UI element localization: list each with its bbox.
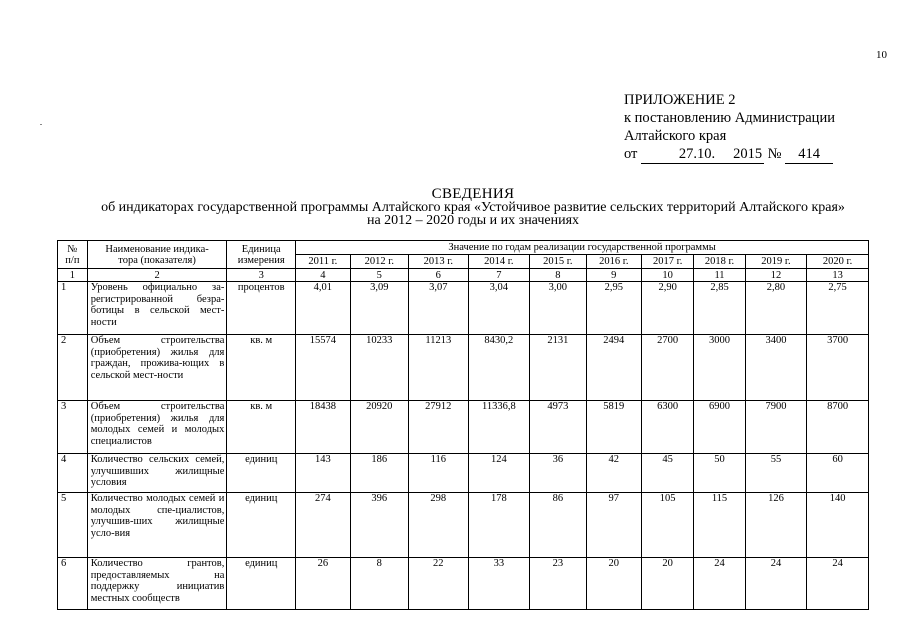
header-values: Значение по годам реализации государственной программы xyxy=(296,241,869,255)
heading-title: СВЕДЕНИЯ xyxy=(431,186,515,202)
unit-cell: единиц xyxy=(227,558,296,610)
value-cell: 396 xyxy=(350,493,409,558)
table-row xyxy=(58,558,869,610)
value-cell: 18438 xyxy=(296,401,350,454)
row-number: 4 xyxy=(58,454,88,493)
value-cell: 3700 xyxy=(807,335,869,401)
value-cell: 3,00 xyxy=(530,282,586,335)
header-year: 2012 г. xyxy=(350,255,409,269)
document-number: 414 xyxy=(785,145,833,164)
value-cell: 2,75 xyxy=(807,282,869,335)
value-cell: 178 xyxy=(468,493,530,558)
value-cell: 22 xyxy=(409,558,469,610)
value-cell: 3000 xyxy=(694,335,745,401)
value-cell: 2494 xyxy=(586,335,641,401)
value-cell: 36 xyxy=(530,454,586,493)
header-year: 2020 г. xyxy=(807,255,869,269)
value-cell: 2700 xyxy=(642,335,694,401)
value-cell: 15574 xyxy=(296,335,350,401)
value-cell: 5819 xyxy=(586,401,641,454)
value-cell: 8700 xyxy=(807,401,869,454)
value-cell: 2,90 xyxy=(642,282,694,335)
header-year: 2016 г. xyxy=(586,255,641,269)
column-number: 1 xyxy=(58,269,88,282)
value-cell: 140 xyxy=(807,493,869,558)
column-number: 10 xyxy=(642,269,694,282)
value-cell: 115 xyxy=(694,493,745,558)
value-cell: 126 xyxy=(745,493,807,558)
appendix-block xyxy=(624,91,835,164)
heading-subtitle-2: на 2012 – 2020 годы и их значениях xyxy=(366,213,580,228)
table-row xyxy=(58,401,869,454)
table-row xyxy=(58,493,869,558)
number-sign: № xyxy=(767,146,782,162)
value-cell: 274 xyxy=(296,493,350,558)
value-cell: 23 xyxy=(530,558,586,610)
document-heading xyxy=(50,188,896,227)
unit-cell: процентов xyxy=(227,282,296,335)
value-cell: 20 xyxy=(642,558,694,610)
row-number: 5 xyxy=(58,493,88,558)
date-day: 27.10. 2015 xyxy=(641,145,764,164)
row-number: 2 xyxy=(58,335,88,401)
column-number: 6 xyxy=(409,269,469,282)
value-cell: 3400 xyxy=(745,335,807,401)
header-unit: Единица измерения xyxy=(227,241,296,269)
value-cell: 124 xyxy=(468,454,530,493)
value-cell: 50 xyxy=(694,454,745,493)
unit-cell: кв. м xyxy=(227,401,296,454)
header-year: 2013 г. xyxy=(409,255,469,269)
value-cell: 3,07 xyxy=(409,282,469,335)
table-row xyxy=(58,454,869,493)
scan-speck xyxy=(40,124,42,125)
column-number: 12 xyxy=(745,269,807,282)
header-year: 2011 г. xyxy=(296,255,350,269)
unit-cell: единиц xyxy=(227,454,296,493)
header-year: 2018 г. xyxy=(694,255,745,269)
appendix-date-line xyxy=(624,145,835,164)
value-cell: 27912 xyxy=(409,401,469,454)
appendix-line-2: к постановлению Администрации xyxy=(624,110,835,126)
value-cell: 24 xyxy=(745,558,807,610)
value-cell: 20920 xyxy=(350,401,409,454)
value-cell: 8430,2 xyxy=(468,335,530,401)
column-number: 2 xyxy=(87,269,227,282)
value-cell: 2,95 xyxy=(586,282,641,335)
value-cell: 20 xyxy=(586,558,641,610)
value-cell: 60 xyxy=(807,454,869,493)
date-prefix: от xyxy=(624,146,638,162)
column-number: 4 xyxy=(296,269,350,282)
heading-subtitle-1: об индикаторах государственной программы Алтайского края «Устойчивое развитие сельских территорий Алтайского края» xyxy=(101,200,845,215)
page-number: 10 xyxy=(876,49,887,61)
table-row xyxy=(58,335,869,401)
appendix-line-3: Алтайского края xyxy=(624,128,727,144)
value-cell: 24 xyxy=(807,558,869,610)
value-cell: 42 xyxy=(586,454,641,493)
value-cell: 33 xyxy=(468,558,530,610)
indicator-name: Количество сельских семей, улучшивших жилищные условия xyxy=(87,454,227,493)
value-cell: 11213 xyxy=(409,335,469,401)
column-number: 8 xyxy=(530,269,586,282)
value-cell: 143 xyxy=(296,454,350,493)
indicator-name: Количество молодых семей и молодых спе-циалистов, улучшив-ших жилищные усло-вия xyxy=(87,493,227,558)
header-year: 2017 г. xyxy=(642,255,694,269)
appendix-title: ПРИЛОЖЕНИЕ 2 xyxy=(624,92,736,108)
value-cell: 7900 xyxy=(745,401,807,454)
table-row xyxy=(58,282,869,335)
row-number: 6 xyxy=(58,558,88,610)
value-cell: 2,85 xyxy=(694,282,745,335)
value-cell: 2,80 xyxy=(745,282,807,335)
value-cell: 97 xyxy=(586,493,641,558)
column-number: 13 xyxy=(807,269,869,282)
header-year: 2015 г. xyxy=(530,255,586,269)
value-cell: 4,01 xyxy=(296,282,350,335)
value-cell: 6900 xyxy=(694,401,745,454)
column-number: 9 xyxy=(586,269,641,282)
value-cell: 26 xyxy=(296,558,350,610)
value-cell: 11336,8 xyxy=(468,401,530,454)
value-cell: 6300 xyxy=(642,401,694,454)
value-cell: 116 xyxy=(409,454,469,493)
indicators-table xyxy=(57,240,869,610)
value-cell: 105 xyxy=(642,493,694,558)
column-number: 11 xyxy=(694,269,745,282)
column-number: 7 xyxy=(468,269,530,282)
row-number: 1 xyxy=(58,282,88,335)
indicator-name: Количество грантов, предоставляемых на поддержку инициатив местных сообществ xyxy=(87,558,227,610)
header-year: 2014 г. xyxy=(468,255,530,269)
indicator-name: Уровень официально за-регистрированной безра-ботицы в сельской мест-ности xyxy=(87,282,227,335)
value-cell: 186 xyxy=(350,454,409,493)
unit-cell: единиц xyxy=(227,493,296,558)
value-cell: 4973 xyxy=(530,401,586,454)
header-no: № п/п xyxy=(58,241,88,269)
value-cell: 298 xyxy=(409,493,469,558)
value-cell: 86 xyxy=(530,493,586,558)
value-cell: 3,04 xyxy=(468,282,530,335)
value-cell: 24 xyxy=(694,558,745,610)
value-cell: 8 xyxy=(350,558,409,610)
value-cell: 2131 xyxy=(530,335,586,401)
column-number: 5 xyxy=(350,269,409,282)
indicator-name: Объем строительства (приобретения) жилья для граждан, прожива-ющих в сельской мест-ности xyxy=(87,335,227,401)
column-number: 3 xyxy=(227,269,296,282)
indicator-name: Объем строительства (приобретения) жилья для молодых семей и молодых специалистов xyxy=(87,401,227,454)
value-cell: 3,09 xyxy=(350,282,409,335)
value-cell: 10233 xyxy=(350,335,409,401)
value-cell: 45 xyxy=(642,454,694,493)
header-name: Наименование индика- тора (показателя) xyxy=(87,241,227,269)
header-year: 2019 г. xyxy=(745,255,807,269)
unit-cell: кв. м xyxy=(227,335,296,401)
value-cell: 55 xyxy=(745,454,807,493)
row-number: 3 xyxy=(58,401,88,454)
